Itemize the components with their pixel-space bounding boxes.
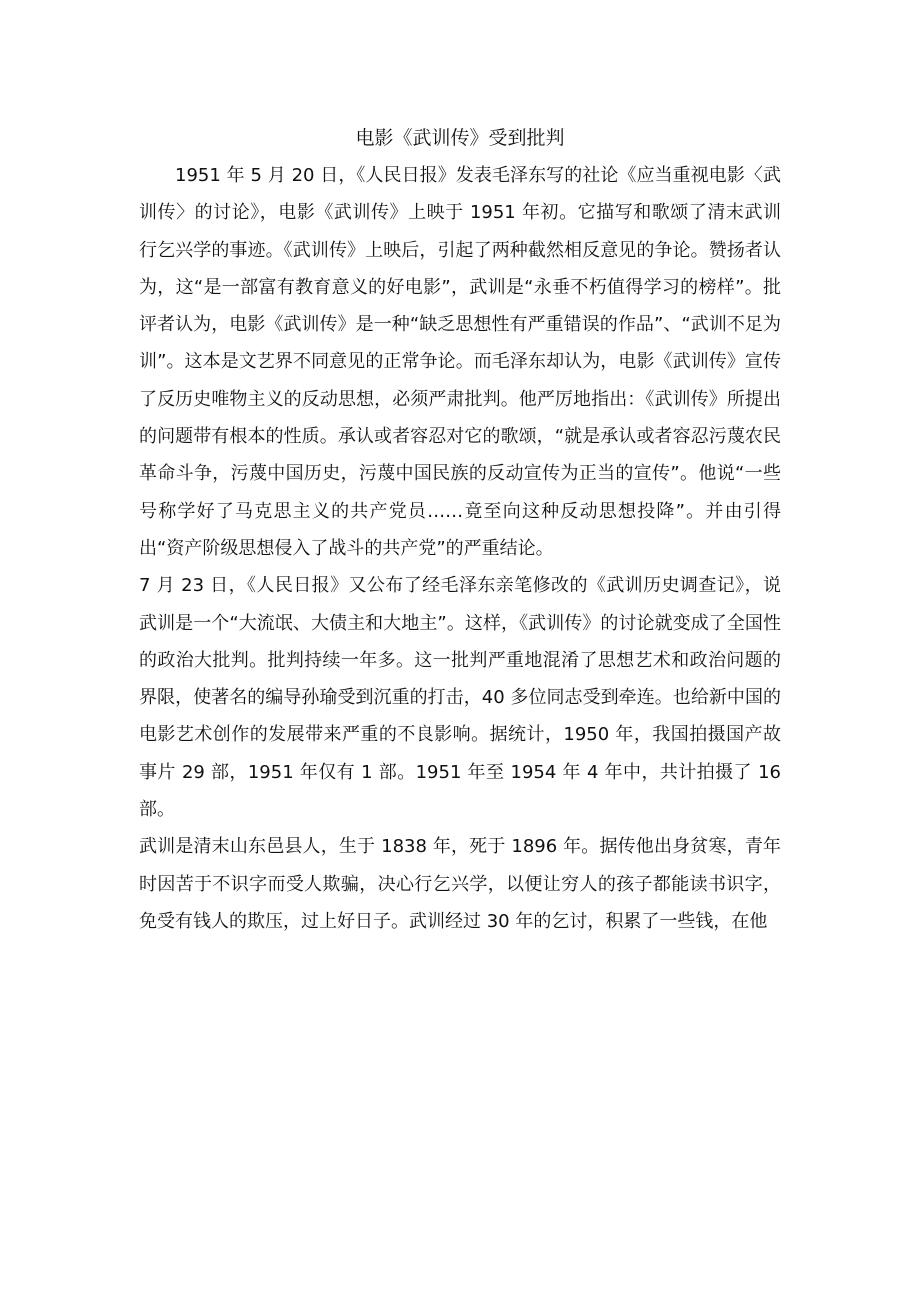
document-page [139, 120, 781, 940]
paragraph-2: 7 月 23 日，《人民日报》又公布了经毛泽东亲笔修改的《武训历史调查记》，说武训是一个“大流氓、大债主和大地主”。这样，《武训传》的讨论就变成了全国性的政治大批判。批判持续一年多。这一批判严重地混淆了思想艺术和政治问题的界限，使著名的编导孙瑜受到沉重的打击，40 多位同志受到牵连。也给新中国的电影艺术创作的发展带来严重的不良影响。据统计，1950 年，我国拍摄国产故事片 29 部，1951 年仅有 1 部。1951 年至 1954 年 4 年中，共计拍摄了 16 部。 [139, 575, 781, 821]
paragraph-3: 武训是清末山东邑县人，生于 1838 年，死于 1896 年。据传他出身贫寒，青年时因苦于不识字而受人欺骗，决心行乞兴学，以便让穷人的孩子都能读书识字，免受有钱人的欺压，过上好日子。武训经过 30 年的乞讨，积累了一些钱，在他 [139, 836, 781, 932]
paragraph-1: 1951 年 5 月 20 日，《人民日报》发表毛泽东写的社论《应当重视电影〈武训传〉的讨论》，电影《武训传》上映于 1951 年初。它描写和歌颂了清末武训行乞兴学的事迹。《武训传》上映后，引起了两种截然相反意见的争论。赞扬者认为，这“是一部富有教育意义的好电影”，武训是“永垂不朽值得学习的榜样”。批评者认为，电影《武训传》是一种“缺乏思想性有严重错误的作品”、“武训不足为训”。这本是文艺界不同意见的正常争论。而毛泽东却认为，电影《武训传》宣传了反历史唯物主义的反动思想，必须严肃批判。他严厉地指出：《武训传》所提出的问题带有根本的性质。承认或者容忍对它的歌颂，“就是承认或者容忍污蔑农民革命斗争，污蔑中国历史，污蔑中国民族的反动宣传为正当的宣传”。他说“一些号称学好了马克思主义的共产党员……竟至向这种反动思想投降”。并由引得出“资产阶级思想侵入了战斗的共产党”的严重结论。 [139, 165, 781, 559]
document-title: 电影《武训传》受到批判 [355, 127, 565, 149]
